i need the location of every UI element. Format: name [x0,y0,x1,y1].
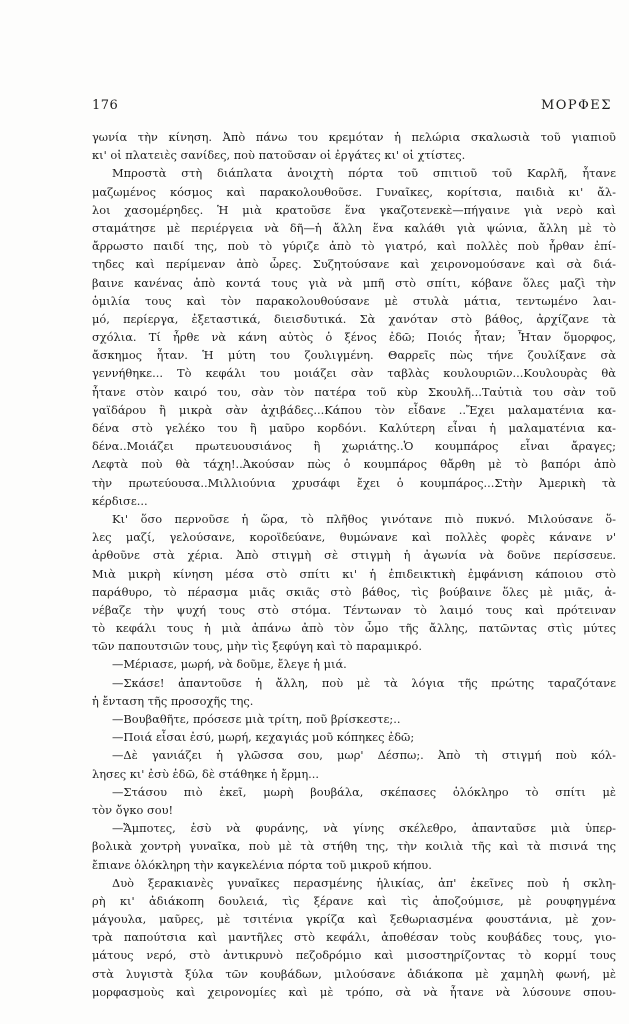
text-line: γαϊδάρου ἢ μικρὰ σὰν ἀχιβάδες...Κάπου τὸν εἶδανε ..Ἔχει μαλαματένια κα- [92,402,616,417]
text-line: ἄρρωστο παιδί της, ποὺ τὸ γύριζε ἀπὸ τὸ γιατρό, καὶ πολλὲς ποὺ ἦρθαν ἐπί- [92,239,616,254]
text-line: δένα στὸ γελέκο του ἢ μαῦρο κορδόνι. Καλύτερη εἶναι ἡ μαλαματένια κα- [92,421,616,435]
text-line: μαζωμένος κόσμος καὶ παρακολουθοῦσε. Γυναῖκες, κορίτσια, παιδιὰ κι' ἄλ- [92,184,616,199]
text-line: παράθυρο, τὸ πέρασμα μιᾶς σκιᾶς στὸ βάθος, τὶς βούβαινε ὅλες μὲ μιᾶς, ἀ- [92,584,616,599]
text-line: γωνία τὴν κίνηση. Ἀπὸ πάνω του κρεμόταν ἡ πελώρια σκαλωσιὰ τοῦ γιαπιοῦ [92,130,616,144]
text-line: τὴν πρωτεύουσα..Μιλλιούνια χρυσάφι ἔχει ὁ κουμπάρος...Στὴν Ἀμερικὴ τὰ [92,475,616,490]
text-line: δένα..Μοιάζει πρωτευουσιάνος ἢ χωριάτης..Ὁ κουμπάρος εἶναι ἄραγες; [92,439,616,454]
page-header [92,98,612,118]
text-line: νέβαζε τὴν ψυχή τους στὸ στόμα. Τέντωναν τὸ λαιμό τους καὶ πρότειναν [92,602,616,617]
text-line: —Δὲ γανιάζει ἡ γλῶσσα σου, μωρ' Δέσπω;. Ἀπὸ τὴ στιγμή ποὺ κόλ- [112,748,616,763]
text-line: —Ποιά εἶσαι ἐσύ, μωρή, κεχαγιάς μοῦ κόπηκες ἐδῶ; [112,730,415,745]
text-line: μό, περίεργα, ἐξεταστικά, διεισδυτικά. Σὰ χανόταν στὸ βάθος, ἀρχίζανε τὰ [92,311,616,326]
text-line: —Σκάσε! ἀπαντοῦσε ἡ ἄλλη, ποὺ μὲ τὰ λόγια τῆς πρώτης ταραζότανε [112,675,616,690]
text-line: —Μέριασε, μωρή, νὰ δοῦμε, ἔλεγε ἡ μιά. [112,657,347,672]
text-line: ἄσκημος ἦταν. Ἡ μύτη του ζουλιγμένη. Θαρρεῖς πὼς τήνε ζουλίξανε σὰ [92,348,616,363]
text-line: μάτους νερό, στὸ ἀντικρυνὸ πεζοδρόμιο καὶ μισοστηρίζοντας τὸ κορμί τους [92,948,616,963]
text-line: βολικὰ χοντρὴ γυναῖκα, ποὺ μὲ τὰ στήθη της, τὴν κοιλιὰ τῆς καὶ τὰ πισινά της [92,839,616,854]
text-line: —Βουβαθῆτε, πρόσεσε μιὰ τρίτη, ποῦ βρίσκεστε;.. [112,712,401,726]
text-line: ὁμιλία τους καὶ τὸν παρακολουθούσανε μὲ στυλὰ μάτια, τεντωμένο λαι- [92,293,616,308]
text-line: βαινε κανένας ἀπὸ κοντά τους γιὰ νὰ μπῆ στὸ σπίτι, κόβανε ὅλες μαζὶ τὴν [92,275,616,290]
text-line: τῶν παπουτσιῶν τους, μὴν τὶς ξεφύγη καὶ τὸ παραμικρό. [92,639,422,654]
text-line: —Στάσου πιὸ ἐκεῖ, μωρὴ βουβάλα, σκέπασες ὁλόκληρο τὸ σπίτι μὲ [112,784,616,799]
text-line: Κι' ὅσο περνοῦσε ἡ ὥρα, τὸ πλῆθος γινότανε πιὸ πυκνό. Μιλούσανε ὅ- [112,511,616,526]
text-line: ἀρθοῦνε στὰ χέρια. Ἀπὸ στιγμὴ σὲ στιγμὴ ἡ ἀγωνία νὰ δοῦνε περίσσευε. [92,548,616,563]
text-line: Μπροστὰ στὴ διάπλατα ἀνοιχτὴ πόρτα τοῦ σπιτιοῦ τοῦ Καρλῆ, ἦτανε [112,166,616,181]
text-line: σχόλια. Τί ἦρθε νὰ κάνη αὐτὸς ὁ ξένος ἐδῶ; Ποιός ἦταν; Ἦταν ὅμορφος, [92,330,616,345]
text-line: τὸν ὄγκο σου! [92,802,174,817]
text-line: Λεφτὰ ποὺ θὰ τάχη!..Ἀκούσαν πὼς ὁ κουμπάρος θἄρθη μὲ τὸ βαπόρι ἀπὸ [92,457,616,472]
text-line: μορφασμοὺς καὶ χειρονομίες καὶ μὲ τρόπο, σὰ νὰ ἦτανε νὰ λύσουνε σπου- [92,984,616,999]
text-line: Δυὸ ξερακιανὲς γυναῖκες περασμένης ἡλικίας, ἀπ' ἐκεῖνες ποὺ ἡ σκλη- [112,875,616,890]
text-line: κέρδισε... [92,493,148,508]
text-line: τηδες καὶ περίμεναν ἀπὸ ὧρες. Συζητούσανε καὶ χειρονομούσανε καὶ σὰ διά- [92,257,616,272]
page-number: 176 [92,98,119,113]
text-line: λησες κι' ἐσὺ ἐδῶ, δὲ στάθηκε ἡ ἔρμη... [92,766,320,781]
text-line: ἡ ἔνταση τῆς προσοχῆς της. [92,693,254,708]
text-line: κι' οἱ πλατειὲς σανίδες, ποὺ πατοῦσαν οἱ ἐργάτες κι' οἱ χτίστες. [92,148,466,163]
text-line: γεννήθηκε... Τὸ κεφάλι του μοιάζει σὰν ταβλὰς κουλουριῶν...Κουλουρὰς θὰ [92,366,616,381]
text-line: λες μαζί, γελούσανε, κοροϊδεύανε, θυμώνανε καὶ πολλὲς φορὲς κάνανε ν' [92,530,616,545]
text-line: ἦτανε στὸν καιρό του, σὰν τὸν πατέρα τοῦ κὺρ Σκουλῆ...Ταὐτιὰ του σὰν τοῦ [92,384,616,399]
text-line: σταμάτησε μὲ περιέργεια νὰ δῆ—ἡ ἄλλη ἕνα καλάθι γιὰ ψώνια, ἄλλη μὲ τὸ [92,220,616,235]
text-line: Μιὰ μικρὴ κίνηση μέσα στὸ σπίτι κι' ἡ ἐπιδεικτικὴ ἐμφάνιση κάποιου στὸ [92,566,616,581]
text-line: στὰ λυγιστὰ ξύλα τῶν κουβάδων, μιλούσανε ἀδιάκοπα μὲ χαμηλὴ φωνή, μὲ [92,966,616,981]
text-line: λοι χασομέρηδες. Ἡ μιὰ κρατοῦσε ἕνα γκαζοτενεκὲ—πήγαινε γιὰ νερὸ καὶ [92,202,616,217]
text-line: τρὰ παπούτσια καὶ μαντῆλες στὸ κεφάλι, ἀποθέσαν τοὺς κουβάδες τους, γιο- [92,930,616,945]
text-line: τὸ κεφάλι τους ἡ μιὰ ἀπάνω ἀπὸ τὸν ὦμο τῆς ἄλλης, πατῶντας στὶς μύτες [92,621,616,636]
running-title: ΜΟΡΦΕΣ [540,98,612,113]
text-line: μάγουλα, μαῦρες, μὲ τσιτένια γκρίζα καὶ ξεθωριασμένα φουστάνια, μὲ χον- [92,912,616,927]
text-line: ρὴ κι' ἀδιάκοπη δουλειά, τὶς ξέρανε καὶ τὶς ἀποζούμισε, μὲ ρουφηγμένα [92,893,616,908]
text-line: —Ἄμποτες, ἐσὺ νὰ φυράνης, νὰ γίνης σκέλεθρο, ἀπανταῦσε μιὰ ὑπερ- [112,821,616,836]
text-line: ἔπιανε ὁλόκληρη τὴν καγκελένια πόρτα τοῦ μικροῦ κήπου. [92,857,432,872]
body-text [92,128,616,1001]
